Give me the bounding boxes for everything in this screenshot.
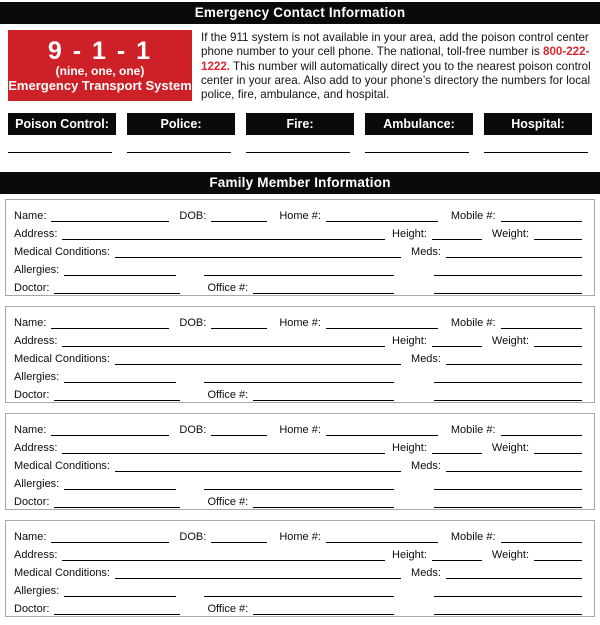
- member-row-identity: [14, 419, 582, 437]
- allergies-fill-line: [64, 274, 176, 276]
- height-fill-line: [432, 238, 482, 240]
- mobile-phone-fill-line: [501, 541, 582, 543]
- office-phone-label: Office #:: [207, 496, 249, 508]
- address-fill-line: [62, 559, 385, 561]
- member-row-allergies: [14, 259, 582, 277]
- 911-caption-text: Emergency Transport System: [8, 77, 192, 93]
- address-label: Address:: [14, 442, 58, 454]
- member-row-identity: [14, 312, 582, 330]
- meds-fill-line: [446, 363, 582, 365]
- home-phone-label: Home #:: [279, 210, 321, 222]
- mobile-phone-fill-line: [501, 434, 582, 436]
- medical-conditions-label: Medical Conditions:: [14, 353, 110, 365]
- home-phone-fill-line: [326, 541, 438, 543]
- home-phone-fill-line: [326, 434, 438, 436]
- member-row-medical: [14, 562, 582, 580]
- height-label: Height:: [392, 335, 427, 347]
- allergies-label: Allergies:: [14, 478, 60, 490]
- family-member-block: [5, 199, 595, 296]
- meds-label: Meds:: [411, 567, 441, 579]
- member-row-medical: [14, 348, 582, 366]
- 911-number-text: 9 - 1 - 1: [47, 36, 153, 65]
- meds-continuation-line-2: [434, 506, 582, 508]
- doctor-fill-line: [54, 506, 180, 508]
- address-fill-line: [62, 238, 385, 240]
- police-fill-line: [127, 151, 231, 153]
- contact-label-fire: Fire:: [246, 113, 354, 135]
- meds-label: Meds:: [411, 460, 441, 472]
- weight-label: Weight:: [491, 335, 529, 347]
- mobile-phone-label: Mobile #:: [450, 210, 496, 222]
- home-phone-label: Home #:: [279, 531, 321, 543]
- paragraph-text-before: If the 911 system is not available in your area, add the poison control center phone number to your cell phone. The national, toll-free number is: [201, 31, 589, 59]
- hospital-fill-line: [484, 151, 588, 153]
- name-label: Name:: [14, 210, 47, 222]
- dob-fill-line: [211, 434, 267, 436]
- contact-labels-row: [0, 113, 600, 135]
- mobile-phone-label: Mobile #:: [450, 424, 496, 436]
- address-label: Address:: [14, 228, 58, 240]
- member-row-allergies: [14, 473, 582, 491]
- doctor-label: Doctor:: [14, 282, 50, 294]
- medical-conditions-label: Medical Conditions:: [14, 246, 110, 258]
- name-label: Name:: [14, 531, 47, 543]
- mobile-phone-label: Mobile #:: [450, 531, 496, 543]
- meds-continuation-line-2: [434, 399, 582, 401]
- member-row-medical: [14, 241, 582, 259]
- family-member-block: [5, 520, 595, 617]
- allergies-label: Allergies:: [14, 585, 60, 597]
- height-fill-line: [432, 452, 482, 454]
- allergies-continuation-line: [204, 274, 394, 276]
- office-phone-fill-line: [253, 292, 394, 294]
- dob-label: DOB:: [179, 424, 207, 436]
- section-title: Family Member Information: [209, 175, 391, 190]
- office-phone-fill-line: [253, 506, 394, 508]
- meds-fill-line: [446, 470, 582, 472]
- member-row-doctor: [14, 598, 582, 616]
- meds-fill-line: [446, 577, 582, 579]
- weight-label: Weight:: [491, 442, 529, 454]
- medical-conditions-fill-line: [115, 577, 401, 579]
- weight-fill-line: [534, 452, 582, 454]
- weight-fill-line: [534, 345, 582, 347]
- member-row-allergies: [14, 580, 582, 598]
- meds-continuation-line: [434, 488, 582, 490]
- allergies-continuation-line: [204, 488, 394, 490]
- mobile-phone-fill-line: [501, 327, 582, 329]
- name-fill-line: [51, 541, 169, 543]
- family-member-block: [5, 306, 595, 403]
- doctor-fill-line: [54, 613, 180, 615]
- dob-label: DOB:: [179, 210, 207, 222]
- allergies-label: Allergies:: [14, 264, 60, 276]
- home-phone-fill-line: [326, 327, 438, 329]
- doctor-label: Doctor:: [14, 389, 50, 401]
- contact-label-hospital: Hospital:: [484, 113, 592, 135]
- weight-label: Weight:: [491, 549, 529, 561]
- meds-label: Meds:: [411, 353, 441, 365]
- member-row-address: [14, 330, 582, 348]
- medical-conditions-label: Medical Conditions:: [14, 460, 110, 472]
- family-member-block: [5, 413, 595, 510]
- medical-conditions-label: Medical Conditions:: [14, 567, 110, 579]
- meds-continuation-line: [434, 274, 582, 276]
- poison-control-fill-line: [8, 151, 112, 153]
- height-label: Height:: [392, 442, 427, 454]
- name-fill-line: [51, 434, 169, 436]
- address-fill-line: [62, 452, 385, 454]
- office-phone-fill-line: [253, 399, 394, 401]
- allergies-fill-line: [64, 595, 176, 597]
- 911-badge: [8, 30, 192, 101]
- intro-section: [0, 24, 600, 102]
- name-label: Name:: [14, 317, 47, 329]
- medical-conditions-fill-line: [115, 470, 401, 472]
- address-label: Address:: [14, 335, 58, 347]
- name-fill-line: [51, 220, 169, 222]
- weight-fill-line: [534, 559, 582, 561]
- member-row-address: [14, 544, 582, 562]
- height-label: Height:: [392, 549, 427, 561]
- weight-label: Weight:: [491, 228, 529, 240]
- height-fill-line: [432, 559, 482, 561]
- contact-label-ambulance: Ambulance:: [365, 113, 473, 135]
- contact-label-poison-control: Poison Control:: [8, 113, 116, 135]
- 911-spelled-text: (nine, one, one): [55, 63, 145, 78]
- meds-continuation-line: [434, 595, 582, 597]
- dob-label: DOB:: [179, 317, 207, 329]
- mobile-phone-label: Mobile #:: [450, 317, 496, 329]
- weight-fill-line: [534, 238, 582, 240]
- home-phone-label: Home #:: [279, 424, 321, 436]
- contact-label-police: Police:: [127, 113, 235, 135]
- dob-fill-line: [211, 220, 267, 222]
- allergies-continuation-line: [204, 595, 394, 597]
- name-fill-line: [51, 327, 169, 329]
- allergies-continuation-line: [204, 381, 394, 383]
- office-phone-label: Office #:: [207, 603, 249, 615]
- member-row-address: [14, 223, 582, 241]
- office-phone-label: Office #:: [207, 389, 249, 401]
- meds-continuation-line-2: [434, 292, 582, 294]
- home-phone-fill-line: [326, 220, 438, 222]
- meds-continuation-line: [434, 381, 582, 383]
- paragraph-text-after: This number will automatically direct you to the nearest poison control center in your area. Also add to your phone’s directory the numbers for local police, fire, ambulance, and hospital.: [201, 59, 591, 102]
- meds-label: Meds:: [411, 246, 441, 258]
- mobile-phone-fill-line: [501, 220, 582, 222]
- medical-conditions-fill-line: [115, 363, 401, 365]
- meds-continuation-line-2: [434, 613, 582, 615]
- member-row-identity: [14, 205, 582, 223]
- member-row-allergies: [14, 366, 582, 384]
- family-members: [0, 194, 600, 617]
- height-fill-line: [432, 345, 482, 347]
- doctor-label: Doctor:: [14, 603, 50, 615]
- allergies-fill-line: [64, 381, 176, 383]
- doctor-fill-line: [54, 292, 180, 294]
- section-header-family-member: [0, 172, 600, 194]
- intro-paragraph: [201, 30, 592, 102]
- medical-conditions-fill-line: [115, 256, 401, 258]
- address-fill-line: [62, 345, 385, 347]
- section-header-emergency-contact: [0, 2, 600, 24]
- height-label: Height:: [392, 228, 427, 240]
- section-title: Emergency Contact Information: [194, 5, 406, 20]
- meds-fill-line: [446, 256, 582, 258]
- dob-label: DOB:: [179, 531, 207, 543]
- doctor-label: Doctor:: [14, 496, 50, 508]
- name-label: Name:: [14, 424, 47, 436]
- member-row-address: [14, 437, 582, 455]
- allergies-fill-line: [64, 488, 176, 490]
- member-row-doctor: [14, 491, 582, 509]
- member-row-doctor: [14, 384, 582, 402]
- member-row-doctor: [14, 277, 582, 295]
- member-row-identity: [14, 526, 582, 544]
- fire-fill-line: [246, 151, 350, 153]
- emergency-form-page: [0, 2, 600, 625]
- member-row-medical: [14, 455, 582, 473]
- office-phone-label: Office #:: [207, 282, 249, 294]
- home-phone-label: Home #:: [279, 317, 321, 329]
- poison-control-phone-number: 800-222-1222.: [201, 45, 590, 73]
- office-phone-fill-line: [253, 613, 394, 615]
- dob-fill-line: [211, 541, 267, 543]
- ambulance-fill-line: [365, 151, 469, 153]
- doctor-fill-line: [54, 399, 180, 401]
- dob-fill-line: [211, 327, 267, 329]
- allergies-label: Allergies:: [14, 371, 60, 383]
- contact-fill-lines-row: [0, 151, 600, 153]
- address-label: Address:: [14, 549, 58, 561]
